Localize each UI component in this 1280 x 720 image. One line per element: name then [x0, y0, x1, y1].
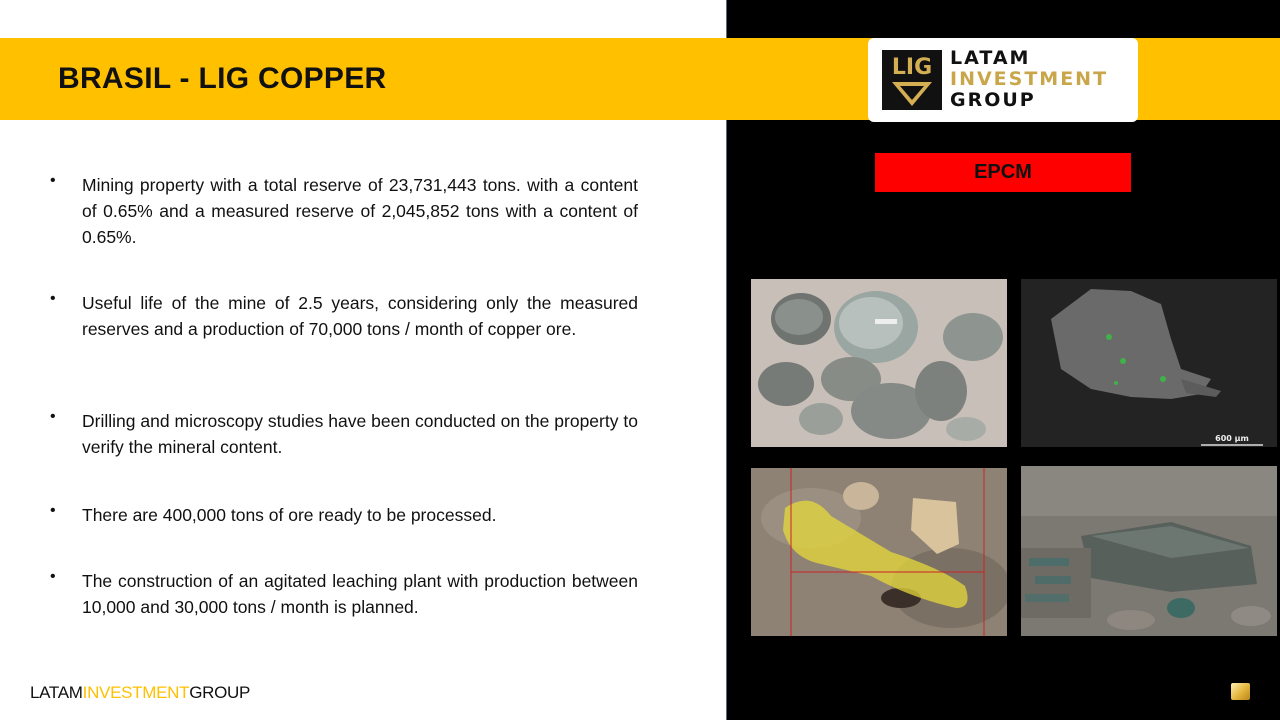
- bullet-text: Useful life of the mine of 2.5 years, considering only the measured reserves and a production of 70,000 tons / month of copper ore.: [82, 293, 638, 339]
- bullet-dot: •: [50, 568, 56, 585]
- bullet-text: Mining property with a total reserve of 23,731,443 tons. with a content of 0.65% and a measured reserve of 2,045,852 tons with a content of 0.65%.: [82, 175, 638, 247]
- satellite-map-photo: [751, 468, 1007, 636]
- footer-part-3: GROUP: [189, 683, 251, 702]
- bullet-dot: •: [50, 172, 56, 189]
- footer-part-1: LATAM: [30, 683, 83, 702]
- logo-line-2: INVESTMENT: [950, 68, 1109, 90]
- logo-line-1: LATAM: [950, 47, 1031, 69]
- bullet-text: The construction of an agitated leaching plant with production between 10,000 and 30,000 tons / month is planned.: [82, 571, 638, 617]
- bullet-dot: •: [50, 290, 56, 307]
- logo-mark-text: LIG: [891, 55, 933, 80]
- gold-corner-icon: [1231, 683, 1250, 700]
- bullet-dot: •: [50, 502, 56, 519]
- logo-line-3: GROUP: [950, 89, 1036, 111]
- bullet-text: Drilling and microscopy studies have been conducted on the property to verify the mineral content.: [82, 411, 638, 457]
- lig-logo-mark-icon: [882, 50, 942, 110]
- bullet-dot: •: [50, 408, 56, 425]
- epcm-badge: EPCM: [875, 153, 1131, 192]
- footer-part-2: INVESTMENT: [82, 683, 190, 702]
- company-logo: [868, 38, 1138, 122]
- microscopy-photo: [1021, 279, 1277, 447]
- scale-bar-label: 600 μm: [1215, 434, 1249, 443]
- bullet-text: There are 400,000 tons of ore ready to be processed.: [82, 505, 497, 525]
- page-title: BRASIL - LIG COPPER: [58, 62, 387, 95]
- logo-wordmark: [950, 48, 1108, 111]
- footer-brand: [30, 683, 250, 703]
- ore-samples-photo: [751, 279, 1007, 447]
- mine-site-photo: [1021, 466, 1277, 636]
